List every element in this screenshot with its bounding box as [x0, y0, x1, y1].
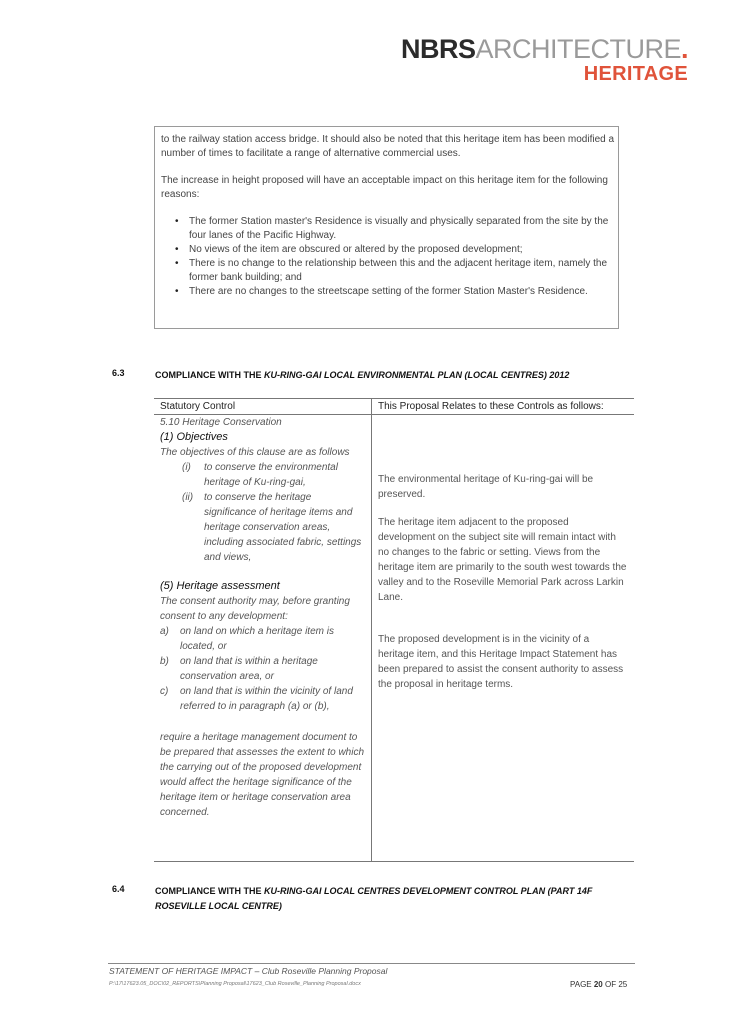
- clause-title: 5.10 Heritage Conservation: [160, 417, 282, 428]
- response-heritage-item: The heritage item adjacent to the proposed development on the subject site will remain intact with no changes to the fabric or setting. Views from the heritage item are primarily to the south west towards the valley and to the Roseville Memorial Park across Larkin Lane.: [378, 517, 627, 603]
- nbrs-logo: [401, 36, 688, 84]
- objective-number: (i): [182, 462, 191, 473]
- box-bullet: • There is no change to the relationship between this and the adjacent heritage item, namely the former bank building; and: [161, 257, 618, 285]
- section-title-prefix: COMPLIANCE WITH THE: [155, 886, 264, 896]
- section-number: 6.3: [112, 368, 125, 378]
- heritage-assessment-heading: (5) Heritage assessment: [160, 580, 280, 592]
- table-row: [154, 415, 634, 862]
- box-paragraph-1: to the railway station access bridge. It should also be noted that this heritage item has been modified a number of times to facilitate a range of alternative commercial uses.: [161, 134, 615, 159]
- objective-text: to conserve the heritage significance of heritage items and heritage conservation areas, including associated fabric, settings and views,: [204, 492, 362, 563]
- box-bullet: • There are no changes to the streetscape setting of the former Station Master's Residence.: [161, 285, 618, 299]
- page-total: OF 25: [602, 980, 628, 989]
- section-title-prefix: COMPLIANCE WITH THE: [155, 370, 264, 380]
- proposal-response-cell: [372, 415, 635, 862]
- assessment-item: [160, 684, 365, 714]
- statutory-control-cell: [154, 415, 372, 862]
- footer-document-title: STATEMENT OF HERITAGE IMPACT – Club Roseville Planning Proposal: [109, 966, 388, 976]
- section-title-italic: KU-RING-GAI LOCAL CENTRES DEVELOPMENT CONTROL PLAN (PART 14F ROSEVILLE LOCAL CENTRE): [155, 886, 593, 911]
- assessment-letter: c): [160, 686, 169, 697]
- section-title: [155, 368, 615, 383]
- footer-file-path: P:\17\17623.05_DOC\02_REPORTS\Planning Proposal\17623_Club Roseville_Planning Proposal.docx: [109, 981, 361, 987]
- compliance-table: [154, 398, 634, 862]
- logo-nbrs: NBRS: [400, 34, 476, 64]
- assessment-intro: The consent authority may, before granting consent to any development:: [160, 596, 350, 622]
- objectives-intro: The objectives of this clause are as follows: [160, 447, 350, 458]
- assessment-letter: b): [160, 656, 169, 667]
- assessment-text: on land that is within a heritage conservation area, or: [180, 656, 318, 682]
- response-vicinity: The proposed development is in the vicinity of a heritage item, and this Heritage Impact Statement has been prepared to assist the consent authority to assess the proposal in heritage terms.: [378, 634, 624, 690]
- response-environmental: The environmental heritage of Ku-ring-gai will be preserved.: [378, 474, 594, 500]
- col-header-proposal: This Proposal Relates to these Controls as follows:: [372, 399, 635, 415]
- current-page: 20: [593, 980, 603, 989]
- logo-dot: .: [680, 34, 688, 64]
- objective-number: (ii): [182, 492, 194, 503]
- box-bullet: • No views of the item are obscured or altered by the proposed development;: [161, 243, 618, 257]
- assessment-letter: a): [160, 626, 169, 637]
- box-bullet: • The former Station master's Residence is visually and physically separated from the site by the four lanes of the Pacific Highway.: [161, 215, 618, 243]
- page-prefix: PAGE: [570, 980, 594, 989]
- box-paragraph-2: The increase in height proposed will have an acceptable impact on this heritage item for the following reasons:: [161, 175, 608, 200]
- footer-divider: [108, 963, 635, 964]
- section-title: [155, 884, 615, 914]
- objective-text: to conserve the environmental heritage of Ku-ring-gai,: [204, 462, 338, 488]
- assessment-text: on land on which a heritage item is located, or: [180, 626, 334, 652]
- section-number: 6.4: [112, 884, 125, 894]
- table-header-row: [154, 399, 634, 415]
- col-header-statutory-control: Statutory Control: [154, 399, 372, 415]
- assessment-tail: require a heritage management document to be prepared that assesses the extent to which the carrying out of the proposed development would affect the heritage significance of the heritage item or heritage conservation area concerned.: [160, 732, 365, 818]
- section-title-italic: KU-RING-GAI LOCAL ENVIRONMENTAL PLAN (LOCAL CENTRES) 2012: [264, 370, 570, 380]
- logo-architecture: ARCHITECTURE: [475, 34, 681, 64]
- objective-item: [160, 460, 365, 490]
- objective-item: [160, 490, 365, 565]
- assessment-item: [160, 654, 365, 684]
- logo-heritage: HERITAGE: [583, 63, 688, 85]
- heritage-item-box: [154, 126, 619, 329]
- assessment-item: [160, 624, 365, 654]
- box-bullet-list: [161, 215, 618, 299]
- objectives-heading: (1) Objectives: [160, 431, 228, 443]
- assessment-text: on land that is within the vicinity of land referred to in paragraph (a) or (b),: [180, 686, 353, 712]
- page-number: [570, 980, 627, 989]
